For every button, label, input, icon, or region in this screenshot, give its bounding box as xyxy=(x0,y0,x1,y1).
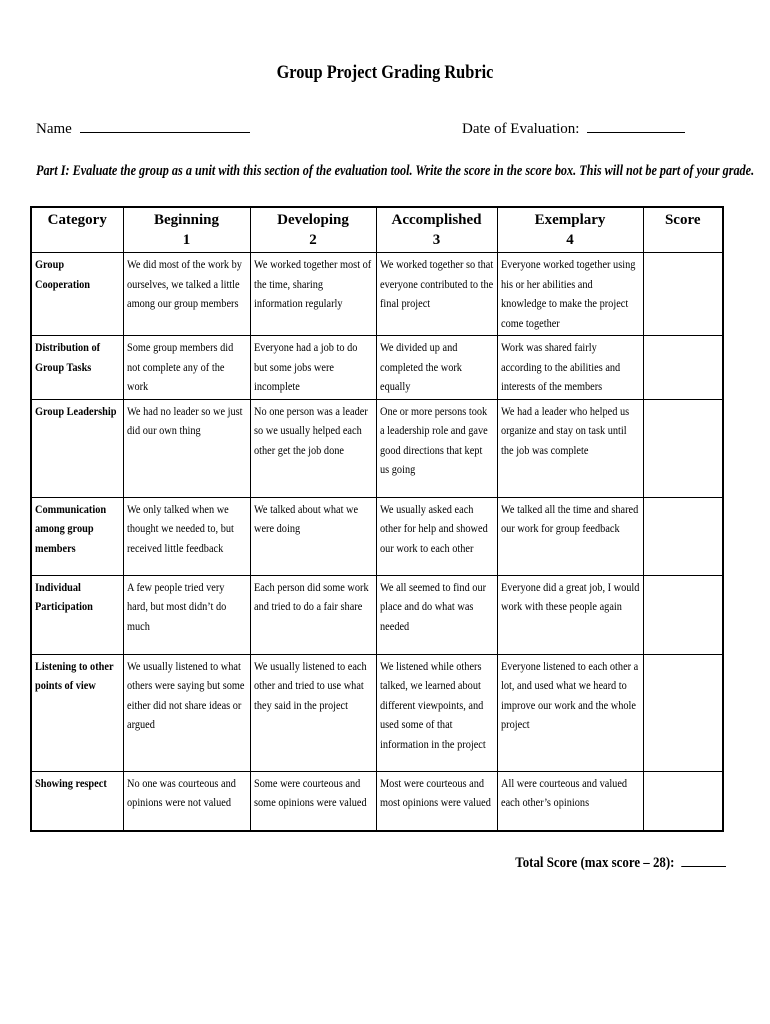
criterion-cell: We talked all the time and shared our work for group feedback xyxy=(497,497,643,575)
date-blank-line[interactable] xyxy=(587,118,685,133)
level-name: Exemplary xyxy=(534,212,606,228)
score-box[interactable] xyxy=(643,654,723,771)
score-box[interactable] xyxy=(643,771,723,831)
criterion-cell: We worked together so that everyone contributed to the final project xyxy=(376,253,497,336)
criterion-cell: We had a leader who helped us organize and stay on task until the job was complete xyxy=(497,399,643,497)
total-score xyxy=(515,852,726,872)
criterion-cell: Each person did some work and tried to do a fair share xyxy=(250,575,376,654)
criterion-cell: We did most of the work by ourselves, we talked a little among our group members xyxy=(123,253,250,336)
criterion-cell: Everyone worked together using his or her abilities and knowledge to make the project come together xyxy=(497,253,643,336)
criterion-cell: Everyone had a job to do but some jobs were incomplete xyxy=(250,336,376,400)
level-name: Beginning xyxy=(153,212,220,228)
criterion-cell: We usually listened to what others were saying but some either did not share ideas or argued xyxy=(123,654,250,771)
total-score-label: Total Score (max score – 28): xyxy=(515,855,675,871)
category-cell: Group Leadership xyxy=(31,399,123,497)
score-box[interactable] xyxy=(643,253,723,336)
score-box[interactable] xyxy=(643,336,723,400)
table-row xyxy=(31,654,723,771)
table-row xyxy=(31,575,723,654)
name-blank-line[interactable] xyxy=(80,118,250,133)
criterion-cell: A few people tried very hard, but most didn’t do much xyxy=(123,575,250,654)
level-header-beginning xyxy=(123,207,250,253)
criterion-cell: Work was shared fairly according to the abilities and interests of the members xyxy=(497,336,643,400)
category-cell: Listening to other points of view xyxy=(31,654,123,771)
level-name: Accomplished xyxy=(391,212,482,228)
level-header-exemplary xyxy=(497,207,643,253)
level-number: 4 xyxy=(566,232,574,248)
criterion-cell: We talked about what we were doing xyxy=(250,497,376,575)
category-cell: Showing respect xyxy=(31,771,123,831)
level-number: 3 xyxy=(432,232,441,248)
header-row xyxy=(31,207,723,253)
criterion-cell: One or more persons took a leadership role and gave good directions that kept us going xyxy=(376,399,497,497)
criterion-cell: Some were courteous and some opinions were valued xyxy=(250,771,376,831)
score-box[interactable] xyxy=(643,399,723,497)
total-score-blank-line[interactable] xyxy=(681,852,726,867)
level-header-accomplished xyxy=(376,207,497,253)
level-header-developing xyxy=(250,207,376,253)
criterion-cell: We all seemed to find our place and do what was needed xyxy=(376,575,497,654)
level-name: Developing xyxy=(277,212,349,228)
score-header: Score xyxy=(643,207,723,253)
category-cell: Communication among group members xyxy=(31,497,123,575)
table-row xyxy=(31,771,723,831)
criterion-cell: We divided up and completed the work equally xyxy=(376,336,497,400)
criterion-cell: Everyone listened to each other a lot, and used what we heard to improve our work and the whole project xyxy=(497,654,643,771)
table-row xyxy=(31,497,723,575)
criterion-cell: No one was courteous and opinions were not valued xyxy=(123,771,250,831)
table-row xyxy=(31,336,723,400)
category-cell: Group Cooperation xyxy=(31,253,123,336)
level-number: 1 xyxy=(182,232,191,248)
name-label: Name xyxy=(36,121,72,137)
criterion-cell: Some group members did not complete any of the work xyxy=(123,336,250,400)
criterion-cell: We listened while others talked, we learned about different viewpoints, and used some of that information in the project xyxy=(376,654,497,771)
criterion-cell: We usually asked each other for help and showed our work to each other xyxy=(376,497,497,575)
date-label: Date of Evaluation: xyxy=(462,121,580,137)
criterion-cell: Most were courteous and most opinions were valued xyxy=(376,771,497,831)
criterion-cell: We worked together most of the time, sharing information regularly xyxy=(250,253,376,336)
criterion-cell: Everyone did a great job, I would work with these people again xyxy=(497,575,643,654)
score-box[interactable] xyxy=(643,575,723,654)
category-header: Category xyxy=(31,207,123,253)
table-row xyxy=(31,253,723,336)
level-number: 2 xyxy=(309,232,317,248)
table-row xyxy=(31,399,723,497)
name-field xyxy=(36,118,250,138)
instructions: Part I: Evaluate the group as a unit with this section of the evaluation tool. Write the score in the score box. This will not be part of your grade. xyxy=(36,163,755,179)
criterion-cell: We only talked when we thought we needed to, but received little feedback xyxy=(123,497,250,575)
criterion-cell: We had no leader so we just did our own thing xyxy=(123,399,250,497)
rubric-table xyxy=(30,206,724,832)
criterion-cell: All were courteous and valued each other’s opinions xyxy=(497,771,643,831)
criterion-cell: No one person was a leader so we usually helped each other get the job done xyxy=(250,399,376,497)
category-cell: Distribution of Group Tasks xyxy=(31,336,123,400)
criterion-cell: We usually listened to each other and tried to use what they said in the project xyxy=(250,654,376,771)
page-title: Group Project Grading Rubric xyxy=(276,62,494,83)
date-field xyxy=(462,118,685,138)
score-box[interactable] xyxy=(643,497,723,575)
category-cell: Individual Participation xyxy=(31,575,123,654)
